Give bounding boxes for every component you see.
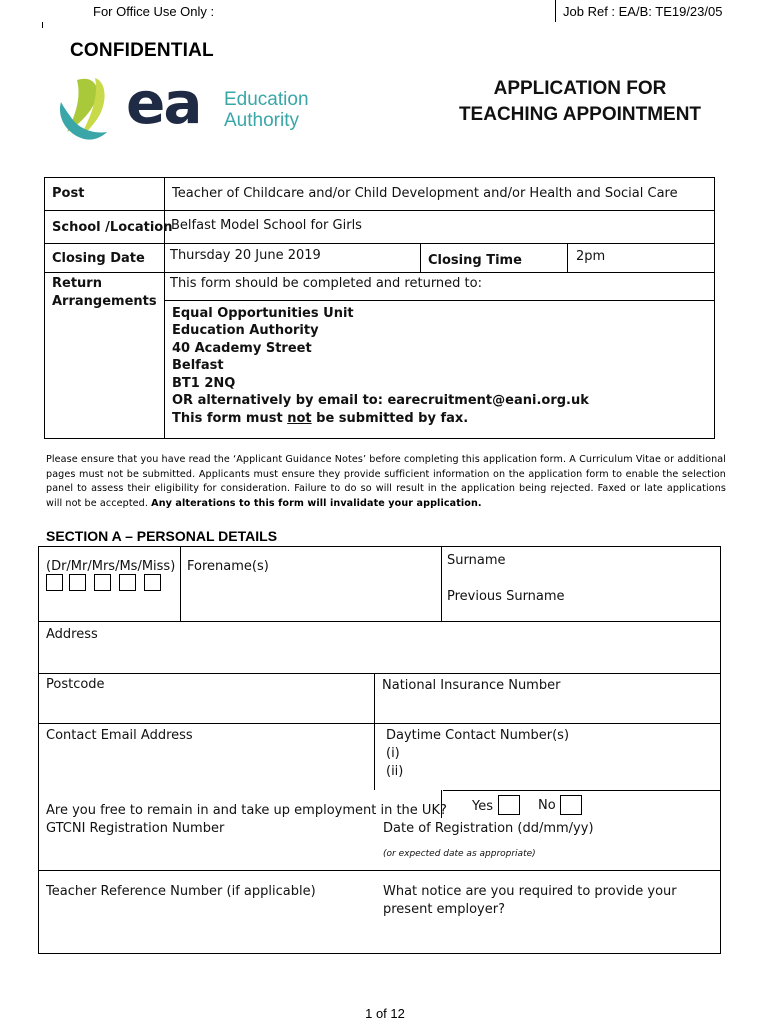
guidance-bold: Any alterations to this form will invalidate your application. — [151, 497, 482, 509]
gtcni-label[interactable]: GTCNI Registration Number — [46, 821, 225, 836]
no-checkbox[interactable] — [560, 795, 582, 815]
email-label[interactable]: Contact Email Address — [46, 728, 193, 743]
fax-before: This form must — [172, 411, 288, 426]
school-label: School /Location — [52, 220, 173, 235]
teacher-reference-label[interactable]: Teacher Reference Number (if applicable) — [46, 884, 316, 899]
notice-period-label-2: present employer? — [383, 902, 505, 917]
postcode-label[interactable]: Postcode — [46, 677, 105, 692]
title-options-label: (Dr/Mr/Mrs/Ms/Miss) — [46, 559, 176, 574]
title-checkbox-dr[interactable] — [46, 574, 63, 591]
fax-not: not — [287, 411, 312, 426]
notice-period-label-1[interactable]: What notice are you required to provide your — [383, 884, 677, 899]
return-intro: This form should be completed and returned to: — [170, 276, 482, 291]
office-use-label: For Office Use Only : — [93, 4, 215, 19]
title-checkbox-miss[interactable] — [144, 574, 161, 591]
title-checkbox-mr[interactable] — [69, 574, 86, 591]
daytime-number-label[interactable]: Daytime Contact Number(s) — [386, 728, 570, 743]
title-line-1: APPLICATION FOR — [493, 78, 667, 99]
confidential-label: CONFIDENTIAL — [70, 40, 214, 61]
school-value: Belfast Model School for Girls — [171, 218, 362, 233]
return-label-2: Arrangements — [52, 294, 157, 309]
fax-after: be submitted by fax. — [311, 411, 469, 426]
closing-time-value: 2pm — [576, 249, 606, 264]
surname-label[interactable]: Surname — [447, 553, 506, 568]
no-label: No — [538, 798, 556, 813]
return-address-line: Education Authority — [172, 323, 319, 338]
forename-label[interactable]: Forename(s) — [187, 559, 269, 574]
leaf-mark-icon — [55, 72, 135, 144]
return-email-line: OR alternatively by email to: earecruitment@eani.org.uk — [172, 393, 589, 408]
ni-number-label[interactable]: National Insurance Number — [382, 678, 561, 693]
guidance-text — [46, 453, 726, 511]
page-title — [440, 76, 720, 128]
return-label-1: Return — [52, 276, 102, 291]
daytime-number-ii: (ii) — [386, 764, 404, 779]
section-a-heading: SECTION A – PERSONAL DETAILS — [46, 528, 278, 544]
closing-time-label: Closing Time — [428, 253, 522, 268]
closing-date-label: Closing Date — [52, 251, 145, 266]
return-address-line: Equal Opportunities Unit — [172, 306, 354, 321]
return-address-line: Belfast — [172, 358, 224, 373]
fax-warning — [172, 410, 468, 428]
return-address-line: 40 Academy Street — [172, 341, 312, 356]
previous-surname-label[interactable]: Previous Surname — [447, 589, 565, 604]
post-value: Teacher of Childcare and/or Child Development and/or Health and Social Care — [172, 186, 678, 201]
closing-date-value: Thursday 20 June 2019 — [170, 248, 321, 263]
guidance-body: Please ensure that you have read the ‘Applicant Guidance Notes’ before completing this application form. A Curriculum Vitae or additional pages must not be submitted. Applicants must ensure they provide sufficient information on the application form to enable the selection panel to assess their eligibility for consideration. Failure to do so will result in the application being rejected. Faxed or late applications will not be accepted. — [46, 454, 726, 509]
logo-authority-text: Authority — [224, 110, 299, 131]
daytime-number-i: (i) — [386, 746, 400, 761]
registration-date-label[interactable]: Date of Registration (dd/mm/yy) — [383, 821, 594, 836]
page-number: 1 of 12 — [365, 1006, 405, 1021]
title-line-2: TEACHING APPOINTMENT — [458, 104, 702, 125]
post-label: Post — [52, 186, 85, 201]
logo-education-text: Education — [224, 89, 309, 110]
title-checkbox-ms[interactable] — [119, 574, 136, 591]
address-label[interactable]: Address — [46, 627, 98, 642]
yes-checkbox[interactable] — [498, 795, 520, 815]
title-checkbox-mrs[interactable] — [94, 574, 111, 591]
return-address-line: BT1 2NQ — [172, 376, 236, 391]
logo-ea-text: ea — [126, 69, 201, 137]
uk-eligibility-question: Are you free to remain in and take up employment in the UK? — [46, 803, 447, 818]
job-ref-label: Job Ref : EA/B: TE19/23/05 — [563, 4, 723, 19]
yes-label: Yes — [472, 799, 493, 814]
registration-date-note: (or expected date as appropriate) — [383, 849, 536, 859]
